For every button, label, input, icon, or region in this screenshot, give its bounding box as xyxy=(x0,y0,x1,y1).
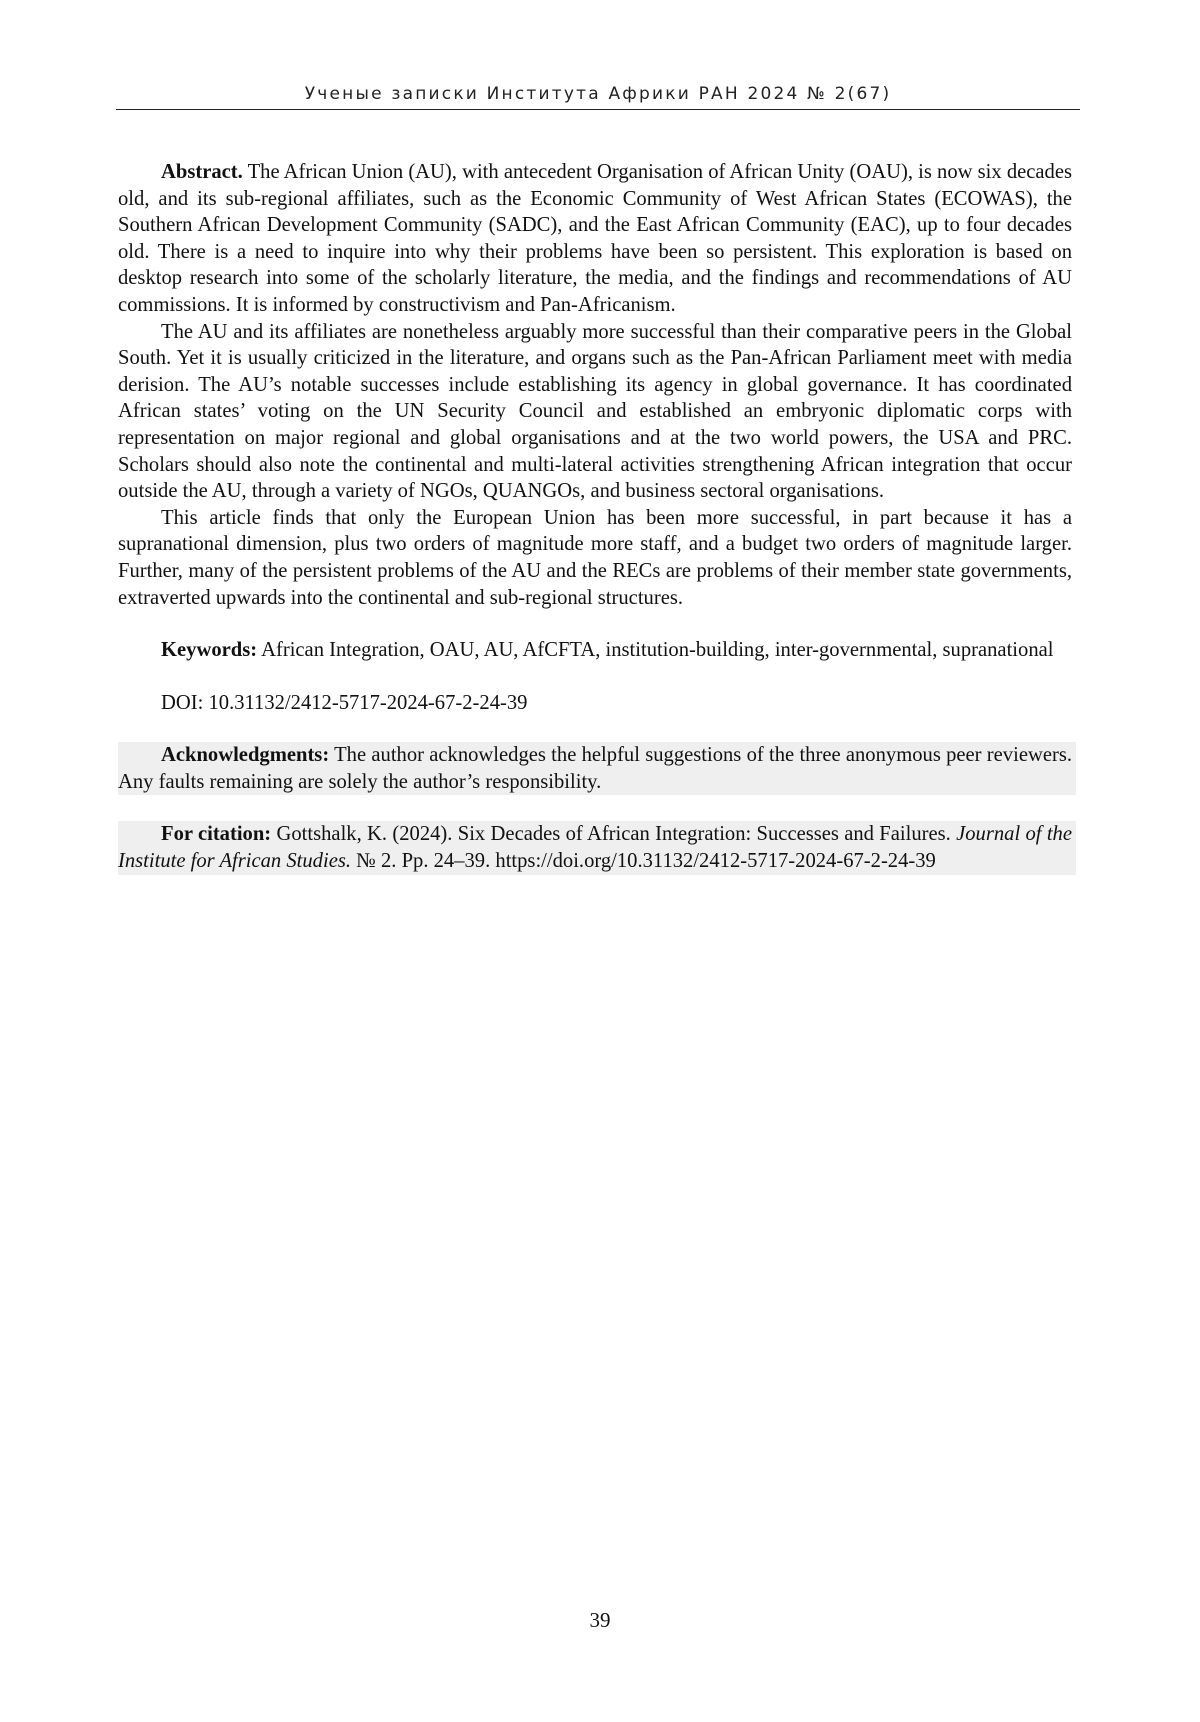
keywords-label: Keywords: xyxy=(161,639,258,662)
keywords-paragraph xyxy=(118,637,1072,664)
abstract-label: Abstract. xyxy=(161,161,243,183)
citation-journal: Journal of the Institute for African Studies. xyxy=(118,823,1072,873)
abstract-paragraph-1 xyxy=(118,159,1072,319)
article-front-matter xyxy=(118,159,1072,875)
acknowledgments-paragraph xyxy=(118,742,1076,795)
citation-paragraph xyxy=(118,821,1076,874)
keywords-text: African Integration, OAU, AU, AfCFTA, institution-building, inter-governmental, supranational xyxy=(261,639,1054,662)
citation-authors-title: Gottshalk, K. (2024). Six Decades of African Integration: Successes and Failures. xyxy=(276,823,951,846)
abstract-paragraph-3: This article finds that only the European Union has been more successful, in part because it has a supranational dimension, plus two orders of magnitude more staff, and a budget two orders of magnitude larger. Further, many of the persistent problems of the AU and the RECs are problems of their member state governments, extraverted upwards into the continental and sub-regional structures. xyxy=(118,506,1072,609)
acknowledgments-text: The author acknowledges the helpful suggestions of the three anonymous peer reviewers. Any faults remaining are solely the author’s responsibility. xyxy=(118,744,1072,793)
citation-label: For citation: xyxy=(161,823,272,846)
abstract-paragraph-2: The AU and its affiliates are nonetheless arguably more successful than their comparative peers in the Global South. Yet it is usually criticized in the literature, and organs such as the Pan-African Parliament meet with media derision. The AU’s notable successes include establishing its agency in global governance. It has coordinated African states’ voting on the UN Security Council and established an embryonic diplomatic corps with representation on major regional and global organisations and at the two world powers, the USA and PRC. Scholars should also note the continental and multi-lateral activities strengthening African integration that occur outside the AU, through a variety of NGOs, QUANGOs, and business sectoral organisations. xyxy=(118,320,1072,503)
page-number: 39 xyxy=(589,1608,611,1632)
acknowledgments-label: Acknowledgments: xyxy=(161,744,330,767)
doi-line: DOI: 10.31132/2412-5717-2024-67-2-24-39 xyxy=(161,691,528,714)
running-header: Ученые записки Института Африки РАН 2024 № 2(67) xyxy=(304,84,892,104)
citation-details: № 2. Pp. 24–39. https://doi.org/10.31132/2412-5717-2024-67-2-24-39 xyxy=(356,850,936,873)
abstract-text-1: The African Union (AU), with antecedent Organisation of African Unity (OAU), is now six decades old, and its sub-regional affiliates, such as the Economic Community of West African States (ECOWAS), the Southern African Development Community (SADC), and the East African Community (EAC), up to four decades old. There is a need to inquire into why their problems have been so persistent. This exploration is based on desktop research into some of the scholarly literature, the media, and the findings and recommendations of AU commissions. It is informed by constructivism and Pan-Africanism. xyxy=(118,161,1073,316)
header-rule xyxy=(116,109,1080,110)
